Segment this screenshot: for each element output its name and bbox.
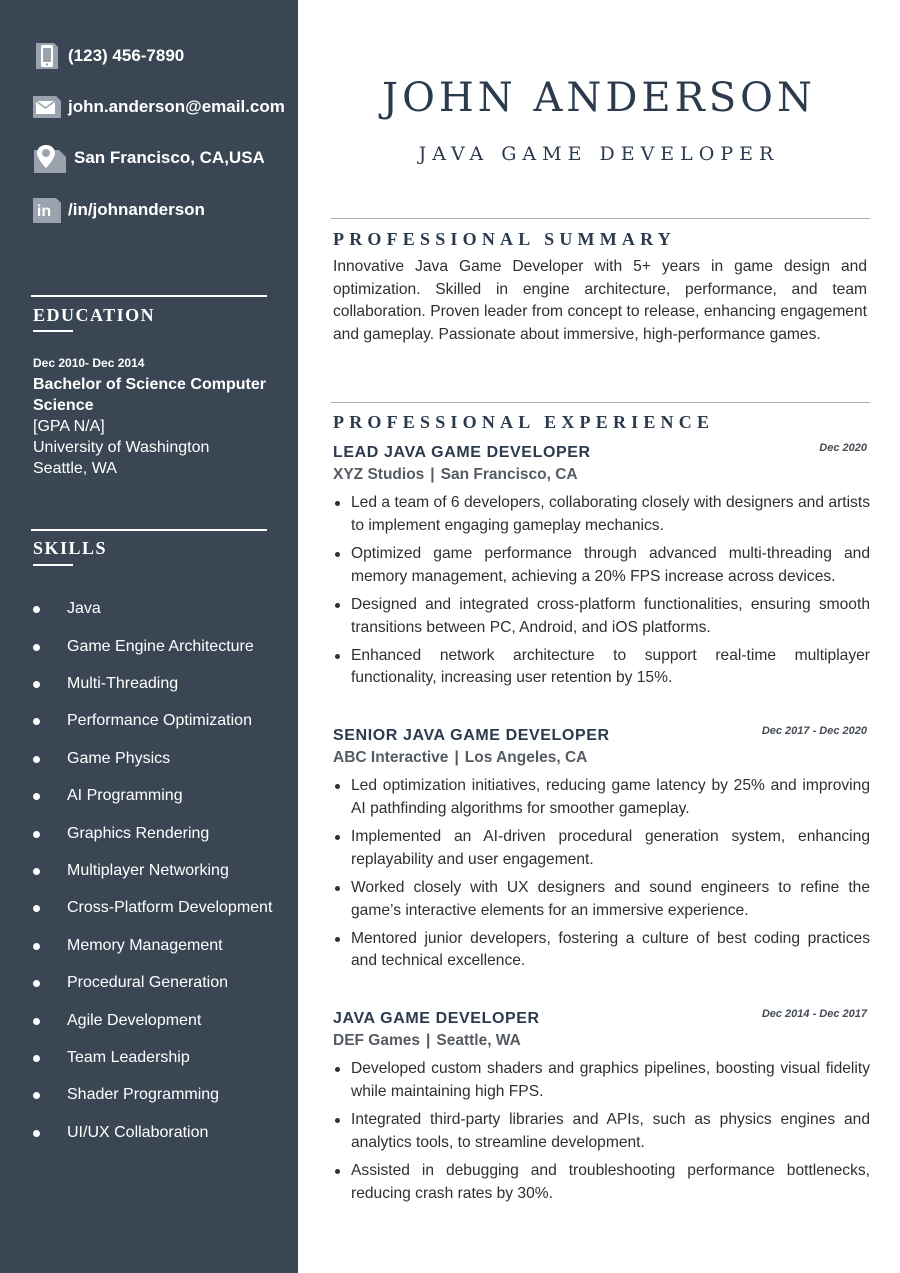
skill-item (33, 899, 272, 917)
bullet-icon (33, 718, 40, 725)
skill-label: Multi-Threading (67, 675, 179, 692)
bullet-icon (33, 868, 40, 875)
bullet-icon (33, 831, 40, 838)
skill-label: Shader Programming (67, 1086, 220, 1103)
bullet-text: Worked closely with UX designers and sound engineers to refine the game’s interactive elements for an immersive experience. (351, 878, 870, 919)
skill-item (33, 1124, 208, 1142)
linkedin-icon-text: in (36, 203, 52, 220)
phone-icon (32, 41, 62, 71)
phone-number[interactable]: (123) 456-7890 (68, 46, 185, 65)
bullet-text: Assisted in debugging and troubleshooting performance bottlenecks, reducing crash rates by 30%. (351, 1161, 870, 1202)
skill-item (33, 600, 101, 618)
bullet-icon (335, 501, 340, 506)
contact-location (32, 143, 265, 173)
envelope-icon (32, 92, 62, 122)
education-school: University of Washington (33, 439, 210, 456)
bullet-icon (335, 835, 340, 840)
summary-divider (331, 218, 870, 219)
experience-heading: PROFESSIONAL EXPERIENCE (333, 412, 715, 432)
skill-item (33, 1012, 201, 1030)
skill-item (33, 974, 228, 992)
separator: | (454, 749, 459, 766)
linkedin-handle[interactable]: /in/johnanderson (68, 200, 205, 219)
job-entry (333, 1009, 870, 1211)
bullet-icon (33, 1055, 40, 1062)
job-location: San Francisco, CA (440, 466, 578, 483)
job-location: Los Angeles, CA (464, 749, 588, 766)
bullet-icon (33, 1130, 40, 1137)
skill-label: Agile Development (67, 1012, 202, 1029)
skill-label: UI/UX Collaboration (67, 1124, 209, 1141)
bullet-text: Optimized game performance through advanced multi-threading and memory management, achieving a 20% FPS increase across devices. (351, 544, 870, 585)
job-bullet (333, 775, 870, 820)
bullet-icon (335, 552, 340, 557)
bullet-text: Led a team of 6 developers, collaborating closely with designers and artists to implement engaging gameplay mechanics. (351, 494, 870, 534)
bullet-icon (335, 1169, 340, 1174)
skill-label: Team Leadership (67, 1049, 190, 1066)
job-bullet (333, 1160, 870, 1205)
summary-text: Innovative Java Game Developer with 5+ years in game design and optimization. Skilled in engine architecture, performance, and team collaboration. Proven leader from concept to release, enhancing engagement and gameplay. Passionate about immersive, high-performance games. (333, 258, 867, 343)
job-bullet (333, 877, 870, 922)
bullet-icon (335, 1067, 340, 1072)
bullet-icon (335, 886, 340, 891)
bullet-text: Integrated third-party libraries and APIs, such as physics engines and analytics tools, to streamline development. (351, 1110, 870, 1151)
job-bullet (333, 928, 870, 973)
skills-divider (31, 529, 267, 531)
job-entry (333, 726, 870, 979)
bullet-text: Implemented an AI-driven procedural generation system, enhancing replayability and user engagement. (351, 827, 870, 868)
sidebar (0, 0, 298, 1273)
job-bullet (333, 1058, 870, 1103)
job-bullet (333, 645, 870, 690)
contact-phone (32, 41, 184, 71)
job-bullet (333, 1109, 870, 1154)
candidate-name: JOHN ANDERSON (382, 75, 816, 121)
bullet-icon (33, 793, 40, 800)
bullet-icon (335, 603, 340, 608)
bullet-icon (33, 756, 40, 763)
bullet-text: Enhanced network architecture to support real-time multiplayer functionality, increasing user retention by 15%. (351, 646, 870, 687)
bullet-icon (335, 654, 340, 659)
education-dates: Dec 2010- Dec 2014 (33, 356, 145, 370)
bullet-icon (33, 1092, 40, 1099)
education-divider (31, 295, 267, 297)
education-location: Seattle, WA (33, 460, 117, 477)
job-bullet (333, 594, 870, 639)
job-title: SENIOR JAVA GAME DEVELOPER (333, 727, 610, 744)
skills-heading-underline (33, 564, 73, 566)
job-company-line (333, 1030, 870, 1052)
skill-label: Performance Optimization (67, 712, 252, 729)
skill-item (33, 675, 178, 693)
job-company-line (333, 747, 870, 769)
skill-label: Graphics Rendering (67, 825, 210, 842)
skill-label: Game Physics (67, 750, 171, 767)
job-dates: Dec 2017 - Dec 2020 (761, 725, 867, 737)
job-company-line (333, 464, 870, 486)
job-company: ABC Interactive (333, 749, 449, 766)
contact-email (32, 92, 285, 122)
separator: | (430, 466, 435, 483)
job-company: XYZ Studios (333, 466, 425, 483)
skill-label: AI Programming (67, 787, 183, 804)
education-degree: Bachelor of Science Computer Science (33, 376, 266, 414)
job-bullets (333, 492, 870, 690)
skill-label: Memory Management (67, 937, 223, 954)
bullet-icon (33, 606, 40, 613)
skill-label: Game Engine Architecture (67, 638, 254, 655)
education-heading-underline (33, 330, 73, 332)
contact-linkedin (32, 195, 205, 225)
job-bullet (333, 826, 870, 871)
job-title: LEAD JAVA GAME DEVELOPER (333, 444, 591, 461)
skill-item (33, 1086, 219, 1104)
bullet-icon (335, 937, 340, 942)
bullet-icon (33, 681, 40, 688)
skill-label: Multiplayer Networking (67, 862, 229, 879)
job-title: JAVA GAME DEVELOPER (333, 1010, 540, 1027)
experience-divider (331, 402, 870, 403)
job-bullet (333, 492, 870, 537)
bullet-icon (33, 1018, 40, 1025)
bullet-icon (335, 1118, 340, 1123)
job-company: DEF Games (333, 1032, 421, 1049)
email-address[interactable]: john.anderson@email.com (68, 97, 285, 116)
skill-item (33, 862, 229, 880)
skill-item (33, 825, 209, 843)
job-dates: Dec 2020 (819, 442, 867, 454)
linkedin-icon (32, 195, 62, 225)
location-text: San Francisco, CA,USA (74, 148, 265, 167)
bullet-text: Led optimization initiatives, reducing game latency by 25% and improving AI pathfinding algorithms for smoother gameplay. (351, 777, 870, 817)
bullet-icon (33, 905, 40, 912)
job-bullets (333, 775, 870, 973)
candidate-role: JAVA GAME DEVELOPER (418, 143, 780, 165)
skill-item (33, 787, 183, 805)
bullet-icon (335, 784, 340, 789)
skills-heading: SKILLS (33, 538, 108, 558)
skill-item (33, 937, 223, 955)
separator: | (426, 1032, 431, 1049)
bullet-text: Mentored junior developers, fostering a culture of best coding practices and technical excellence. (351, 929, 870, 970)
skill-item (33, 638, 254, 656)
skill-label: Procedural Generation (67, 974, 228, 991)
bullet-text: Developed custom shaders and graphics pipelines, boosting visual fidelity while maintaining high FPS. (351, 1060, 870, 1100)
job-bullets (333, 1058, 870, 1205)
education-gpa: [GPA N/A] (33, 418, 105, 435)
bullet-icon (33, 943, 40, 950)
summary-heading: PROFESSIONAL SUMMARY (333, 229, 676, 249)
bullet-icon (33, 980, 40, 987)
skill-item (33, 1049, 190, 1067)
skill-item (33, 712, 252, 730)
job-dates: Dec 2014 - Dec 2017 (761, 1008, 867, 1020)
education-heading: EDUCATION (33, 305, 156, 325)
bullet-text: Designed and integrated cross-platform functionalities, ensuring smooth transitions between PC, Android, and iOS platforms. (351, 595, 870, 636)
skill-label: Cross-Platform Development (67, 899, 273, 916)
education-entry (33, 356, 283, 479)
bullet-icon (33, 644, 40, 651)
location-pin-icon (32, 143, 68, 173)
job-bullet (333, 543, 870, 588)
job-entry (333, 443, 870, 696)
skill-item (33, 750, 170, 768)
skill-label: Java (67, 600, 101, 617)
job-location: Seattle, WA (436, 1032, 521, 1049)
